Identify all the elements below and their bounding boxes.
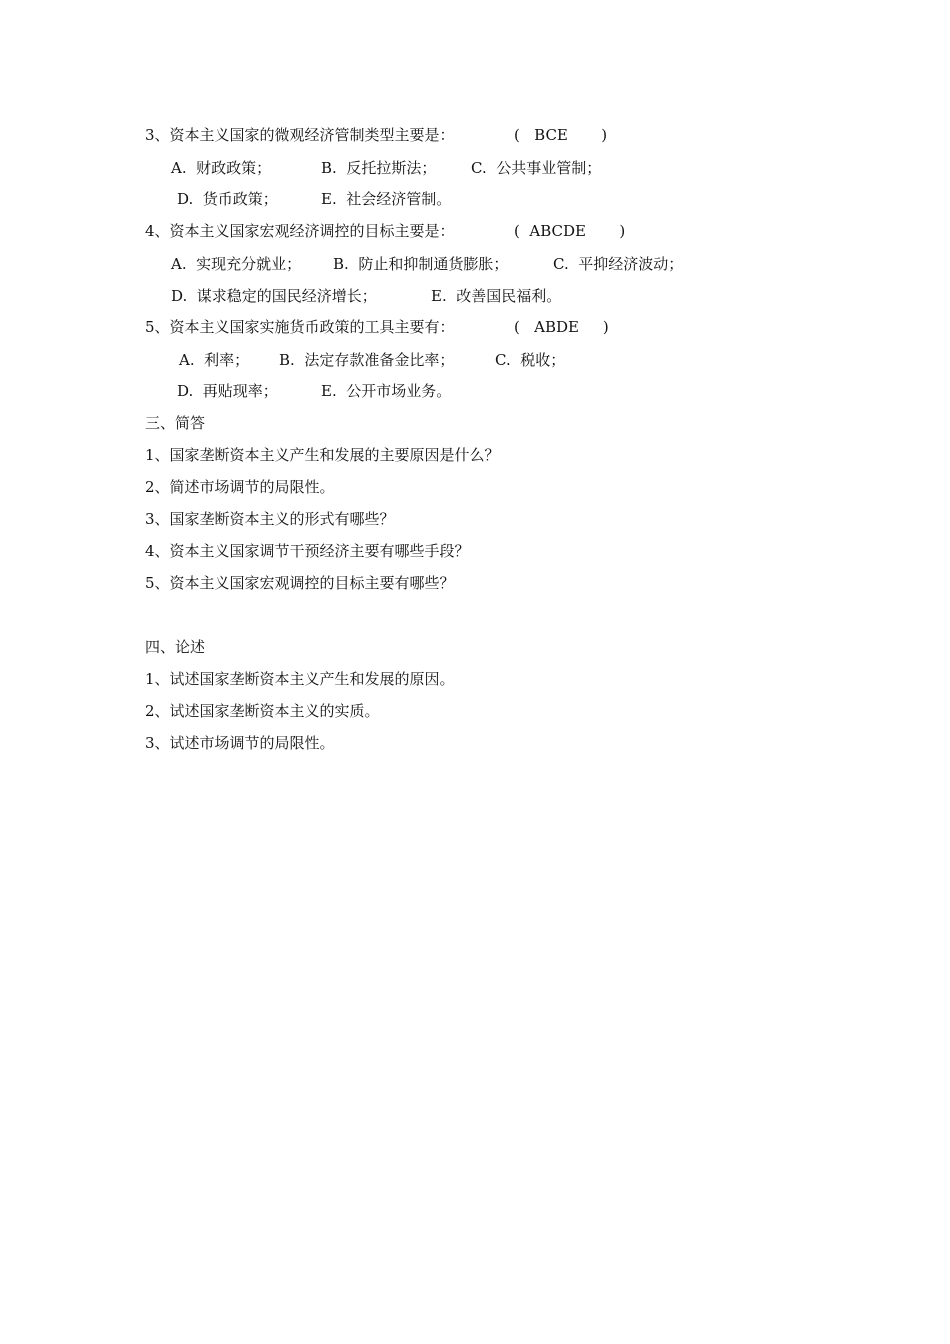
option-3c: C. 公共事业管制； xyxy=(471,159,602,177)
option-3b: B. 反托拉斯法； xyxy=(321,159,437,177)
option-3a: A. 财政政策； xyxy=(171,159,272,177)
option-5c: C. 税收； xyxy=(495,351,566,369)
section-heading-essay: 四、论述 xyxy=(145,638,206,656)
section-heading-short-answer: 三、简答 xyxy=(145,414,206,432)
short-answer-item-2: 2、简述市场调节的局限性。 xyxy=(145,478,335,496)
option-5b: B. 法定存款准备金比率； xyxy=(279,351,455,369)
option-3e: E. 社会经济管制。 xyxy=(321,190,452,208)
option-4c: C. 平抑经济波动； xyxy=(553,255,684,273)
question-3: 3、资本主义国家的微观经济管制类型主要是： xyxy=(145,126,455,144)
answer-4: ( ABCDE ) xyxy=(514,222,626,240)
question-5: 5、资本主义国家实施货币政策的工具主要有： xyxy=(145,318,455,336)
option-4a: A. 实现充分就业； xyxy=(171,255,302,273)
option-5e: E. 公开市场业务。 xyxy=(321,382,452,400)
option-3d: D. 货币政策； xyxy=(177,190,278,208)
essay-item-3: 3、试述市场调节的局限性。 xyxy=(145,734,335,752)
essay-item-1: 1、试述国家垄断资本主义产生和发展的原因。 xyxy=(145,670,455,688)
short-answer-item-4: 4、资本主义国家调节干预经济主要有哪些手段？ xyxy=(145,542,470,560)
option-5d: D. 再贴现率； xyxy=(177,382,278,400)
answer-5: ( ABDE ) xyxy=(514,318,609,336)
option-4e: E. 改善国民福利。 xyxy=(431,287,562,305)
option-4d: D. 谋求稳定的国民经济增长； xyxy=(171,287,377,305)
question-4: 4、资本主义国家宏观经济调控的目标主要是： xyxy=(145,222,455,240)
short-answer-item-1: 1、国家垄断资本主义产生和发展的主要原因是什么？ xyxy=(145,446,500,464)
option-5a: A. 利率； xyxy=(179,351,250,369)
answer-3: ( BCE ) xyxy=(514,126,608,144)
short-answer-item-5: 5、资本主义国家宏观调控的目标主要有哪些？ xyxy=(145,574,455,592)
essay-item-2: 2、试述国家垄断资本主义的实质。 xyxy=(145,702,380,720)
short-answer-item-3: 3、国家垄断资本主义的形式有哪些？ xyxy=(145,510,395,528)
option-4b: B. 防止和抑制通货膨胀； xyxy=(333,255,509,273)
